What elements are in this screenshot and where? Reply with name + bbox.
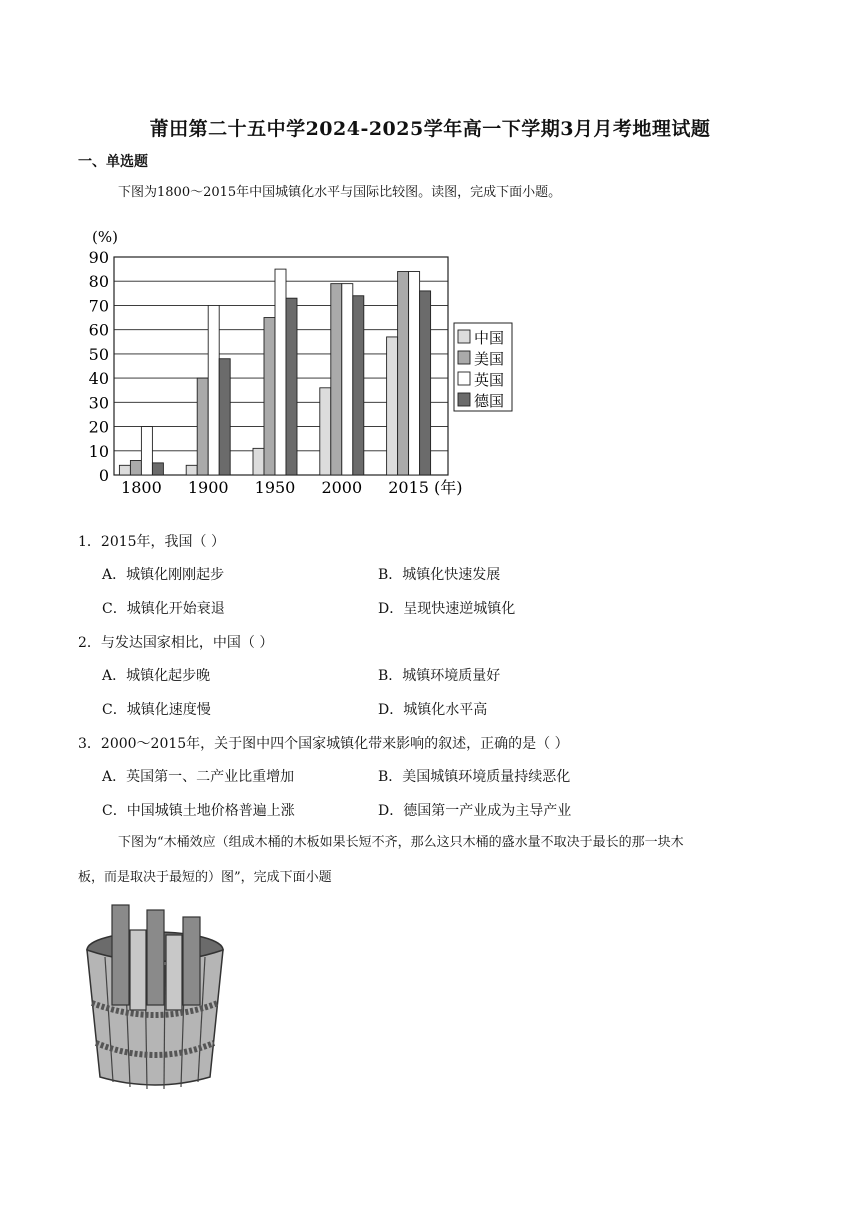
question-3-option-a[interactable]: A．英国第一、二产业比重增加	[102, 769, 295, 785]
x-tick-label: 1800	[121, 478, 162, 497]
y-tick-label: 60	[88, 320, 109, 340]
y-tick-label: 80	[88, 272, 109, 292]
bar-2000-1	[331, 284, 342, 475]
wooden-barrel-illustration	[80, 895, 230, 1090]
urbanization-bar-chart	[78, 222, 505, 502]
x-tick-label: 1950	[254, 478, 296, 497]
bar-1900-1	[197, 378, 208, 475]
bar-2015-0	[387, 337, 398, 475]
question-1-option-b[interactable]: B．城镇化快速发展	[378, 567, 501, 583]
chart-ylabel: (%)	[92, 228, 118, 246]
legend-label: 美国	[474, 350, 505, 368]
question-1-option-a[interactable]: A．城镇化刚刚起步	[102, 567, 225, 583]
x-tick-label: 2015	[388, 478, 429, 497]
section-heading: 一、单选题	[78, 154, 148, 170]
intro-paragraph-2	[78, 825, 788, 895]
bar-1900-3	[219, 359, 230, 475]
y-tick-label: 40	[88, 369, 109, 389]
y-tick-label: 10	[88, 441, 109, 461]
question-3-stem: 3．2000～2015年，关于图中四个国家城镇化带来影响的叙述，正确的是（ ）	[78, 736, 569, 752]
question-2-stem: 2．与发达国家相比，中国（ ）	[78, 635, 274, 651]
bar-1950-2	[275, 269, 286, 475]
bar-1900-2	[208, 305, 219, 475]
question-1-option-d[interactable]: D．呈现快速逆城镇化	[378, 601, 516, 617]
question-2-option-d[interactable]: D．城镇化水平高	[378, 702, 488, 718]
legend-label: 德国	[474, 392, 505, 410]
y-tick-label: 90	[88, 248, 109, 267]
bar-1950-3	[286, 298, 297, 475]
intro-text: 下图为1800～2015年中国城镇化水平与国际比较图。读图，完成下面小题。	[118, 185, 562, 200]
y-tick-label: 0	[98, 466, 109, 485]
question-1-option-c[interactable]: C．城镇化开始衰退	[102, 601, 225, 617]
chart-xlabel: (年)	[434, 478, 463, 497]
bar-1800-1	[130, 460, 141, 475]
bar-1800-0	[119, 465, 130, 475]
y-tick-label: 50	[88, 344, 109, 364]
y-tick-label: 20	[88, 417, 109, 437]
chart-y-ticks	[89, 248, 109, 485]
bar-1950-1	[264, 318, 275, 475]
legend-label: 中国	[474, 329, 505, 347]
question-2-option-a[interactable]: A．城镇化起步晚	[102, 668, 211, 684]
y-tick-label: 30	[88, 393, 109, 413]
question-3-option-c[interactable]: C．中国城镇土地价格普遍上涨	[102, 803, 295, 819]
legend-swatch	[458, 393, 470, 406]
bar-1900-0	[186, 465, 197, 475]
bar-2000-3	[353, 296, 364, 475]
bar-1800-2	[141, 427, 152, 475]
bar-2015-3	[420, 291, 431, 475]
question-2-option-b[interactable]: B．城镇环境质量好	[378, 668, 501, 684]
bar-1950-0	[253, 448, 264, 475]
chart-bars	[119, 269, 430, 475]
chart-x-ticks	[121, 478, 429, 497]
page-title: 莆田第二十五中学2024-2025学年高一下学期3月月考地理试题	[149, 118, 711, 140]
x-tick-label: 2000	[321, 478, 363, 497]
bar-2015-2	[409, 272, 420, 475]
legend-swatch	[458, 372, 470, 385]
legend-swatch	[458, 330, 470, 343]
bar-2000-0	[320, 388, 331, 475]
x-tick-label: 1900	[187, 478, 229, 497]
question-3-option-d[interactable]: D．德国第一产业成为主导产业	[378, 803, 572, 819]
y-tick-label: 70	[88, 296, 109, 316]
bar-1800-3	[152, 463, 163, 475]
intro2-line2: 板，而是取决于最短的）图”，完成下面小题	[78, 870, 332, 885]
intro2-line1: 下图为“木桶效应（组成木桶的木板如果长短不齐，那么这只木桶的盛水量不取决于最长的那一块木	[118, 835, 684, 850]
legend-label: 英国	[474, 371, 505, 389]
question-2-option-c[interactable]: C．城镇化速度慢	[102, 702, 211, 718]
chart-legend	[454, 323, 512, 411]
question-1-stem: 1．2015年，我国（ ）	[78, 534, 225, 550]
legend-swatch	[458, 351, 470, 364]
question-3-option-b[interactable]: B．美国城镇环境质量持续恶化	[378, 769, 571, 785]
bar-2000-2	[342, 284, 353, 475]
bar-2015-1	[398, 272, 409, 475]
